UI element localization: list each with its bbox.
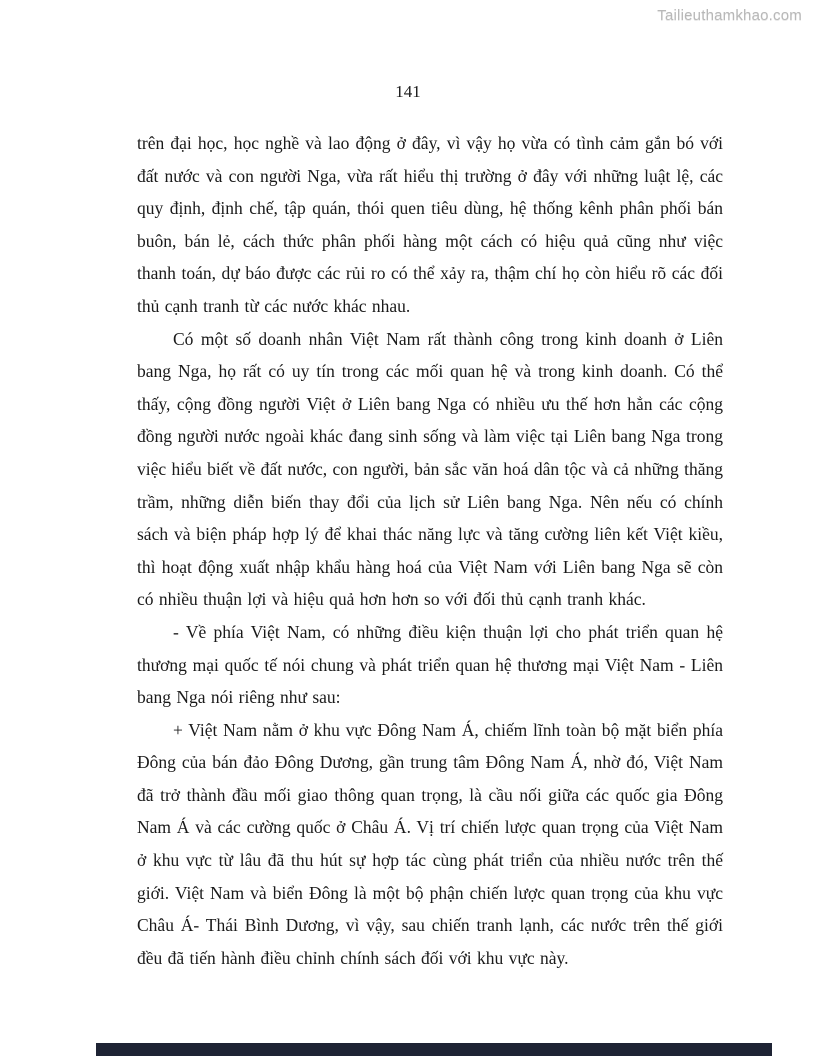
paragraph: trên đại học, học nghề và lao động ở đây, vì vậy họ vừa có tình cảm gắn bó với đất nước và con người Nga, vừa rất hiểu thị trường ở đây với những luật lệ, các quy định, định chế, tập quán, thói quen tiêu dùng, hệ thống kênh phân phối bán buôn, bán lẻ, cách thức phân phối hàng một cách có hiệu quả cũng như việc thanh toán, dự báo được các rủi ro có thể xảy ra, thậm chí họ còn hiểu rõ các đối thủ cạnh tranh từ các nước khác nhau. [137,133,723,316]
page-number: 141 [395,82,421,101]
site-watermark: Tailieuthamkhao.com [657,7,802,24]
paragraph: Có một số doanh nhân Việt Nam rất thành công trong kinh doanh ở Liên bang Nga, họ rất có uy tín trong các mối quan hệ và trong kinh doanh. Có thể thấy, cộng đồng người Việt ở Liên bang Nga có nhiều ưu thế hơn hẳn các cộng đồng người nước ngoài khác đang sinh sống và làm việc tại Liên bang Nga trong việc hiểu biết về đất nước, con người, bản sắc văn hoá dân tộc và cả những thăng trầm, những diễn biến thay đổi của lịch sử Liên bang Nga. Nên nếu có chính sách và biện pháp hợp lý để khai thác năng lực và tăng cường liên kết Việt kiều, thì hoạt động xuất nhập khẩu hàng hoá của Việt Nam với Liên bang Nga sẽ còn có nhiều thuận lợi và hiệu quả hơn hơn so với đối thủ cạnh tranh khác. [137,328,723,610]
page-body [137,127,723,974]
paragraph: - Về phía Việt Nam, có những điều kiện thuận lợi cho phát triển quan hệ thương mại quốc tế nói chung và phát triển quan hệ thương mại Việt Nam - Liên bang Nga nói riêng như sau: [137,621,723,708]
next-page-edge [96,1043,772,1056]
paragraph: + Việt Nam nằm ở khu vực Đông Nam Á, chiếm lĩnh toàn bộ mặt biển phía Đông của bán đảo Đông Dương, gần trung tâm Đông Nam Á, nhờ đó, Việt Nam đã trở thành đầu mối giao thông quan trọng, là cầu nối giữa các quốc gia Đông Nam Á và các cường quốc ở Châu Á. Vị trí chiến lược quan trọng của Việt Nam ở khu vực từ lâu đã thu hút sự hợp tác cùng phát triển của nhiều nước trên thế giới. Việt Nam và biển Đông là một bộ phận chiến lược quan trọng của khu vực Châu Á- Thái Bình Dương, vì vậy, sau chiến tranh lạnh, các nước trên thế giới đều đã tiến hành điều chỉnh chính sách đối với khu vực này. [137,719,723,968]
